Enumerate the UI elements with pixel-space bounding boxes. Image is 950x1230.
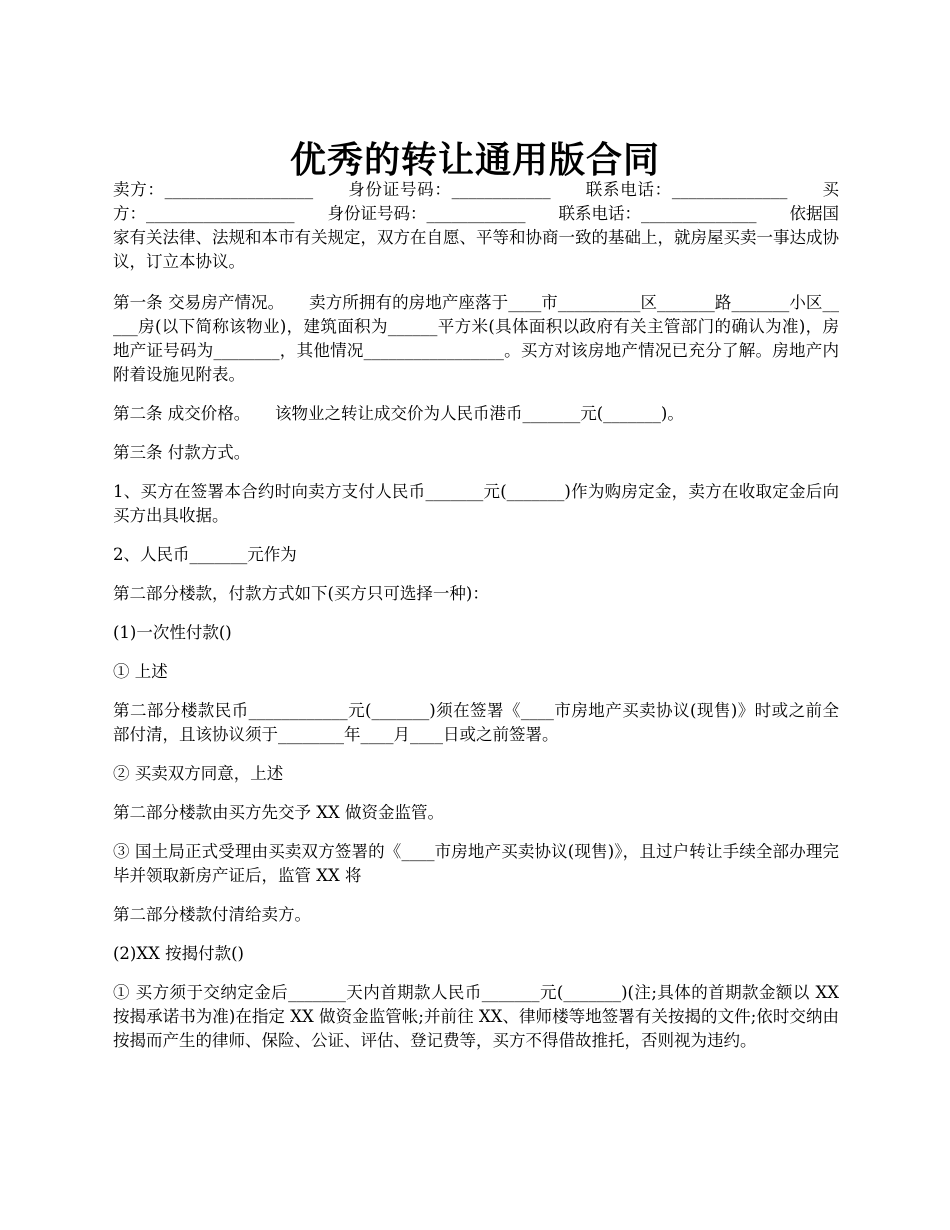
- article-2-price: 第二条 成交价格。 该物业之转让成交价为人民币港币_______元(_______)。: [113, 404, 684, 423]
- lump-sum-item-2: ② 买卖双方同意，上述: [113, 764, 284, 783]
- lump-sum-item-1-detail: 第二部分楼款民币____________元(_______)须在签署《____市房地产买卖协议(现售)》时或之前全部付清，且该协议须于________年____月____日或之前签署。: [113, 701, 839, 744]
- payment-methods-intro: 第二部分楼款，付款方式如下(买方只可选择一种)：: [113, 584, 489, 603]
- article-3-heading: 第三条 付款方式。: [113, 443, 251, 462]
- lump-sum-item-3: ③ 国土局正式受理由买卖双方签署的《____市房地产买卖协议(现售)》，且过户转让手续全部办理完毕并领取新房产证后，监管 XX 将: [113, 842, 839, 885]
- mortgage-item-1: ① 买方须于交纳定金后_______天内首期款人民币_______元(_______)(注;具体的首期款金额以 XX 按揭承诺书为准)在指定 XX 做资金监管帐;并前往 XX、律师楼等地签署有关按揭的文件;依时交纳由按揭而产生的律师、保险、公证、评估、登记费等，买方不得借故推托，否则视为违约。: [113, 983, 839, 1050]
- document-title: 优秀的转让通用版合同: [289, 139, 660, 182]
- option-mortgage: (2)XX 按揭付款(): [113, 944, 244, 963]
- lump-sum-item-1: ① 上述: [113, 662, 168, 681]
- lump-sum-item-3-detail: 第二部分楼款付清给卖方。: [113, 905, 311, 924]
- article-1-property: 第一条 交易房产情况。 卖方所拥有的房地产座落于____市__________区_______路_______小区_____房(以下简称该物业)，建筑面积为______平方米(具体面积以政府有关主管部门的确认为准)，房地产证号码为________，其他情况_________________。买方对该房地产情况已充分了解。房地产内附着设施见附表。: [113, 293, 839, 384]
- parties-and-preamble: 卖方：__________________ 身份证号码：____________ 联系电话：______________ 买方：__________________ 身份证号码：____________ 联系电话：______________ 依据国家有关法律、法规和本市有关规定，双方在自愿、平等和协商一致的基础上，就房屋买卖一事达成协议，订立本协议。: [113, 180, 839, 271]
- option-lump-sum: (1)一次性付款(): [113, 623, 232, 642]
- lump-sum-item-2-detail: 第二部分楼款由买方先交予 XX 做资金监管。: [113, 803, 444, 822]
- document-body: [113, 178, 839, 1068]
- clause-2-amount: 2、人民币_______元作为: [113, 545, 297, 564]
- clause-1-deposit: 1、买方在签署本合约时向卖方支付人民币_______元(_______)作为购房定金，卖方在收取定金后向买方出具收据。: [113, 482, 839, 525]
